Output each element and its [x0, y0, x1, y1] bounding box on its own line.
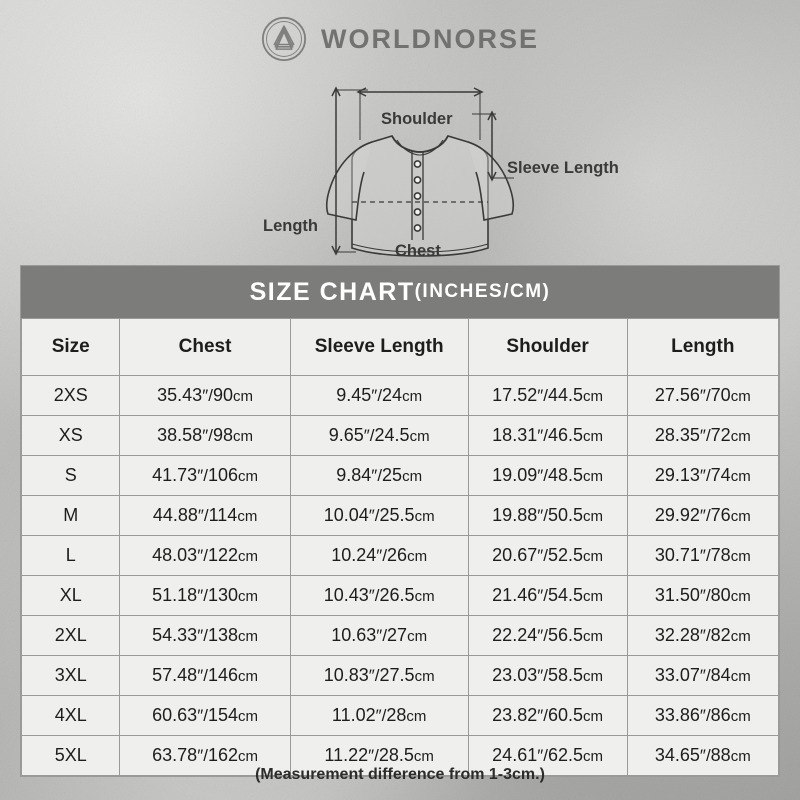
cm-unit: cm [730, 748, 751, 765]
cm-unit: cm [583, 508, 604, 525]
cell-sleeve-length [290, 496, 468, 536]
cm-unit: cm [413, 748, 434, 765]
cell-shoulder-inches: 21.46 [492, 585, 538, 605]
inch-symbol: ″/ [368, 666, 380, 685]
cell-length-inches: 27.56 [654, 385, 700, 405]
cell-size: XL [22, 576, 120, 616]
cell-size: XS [22, 416, 120, 456]
cell-shoulder-inches: 23.03 [492, 665, 538, 685]
cell-length-cm: 70 [710, 385, 731, 405]
inch-symbol: ″/ [197, 626, 208, 645]
cell-size: 5XL [22, 736, 120, 776]
cm-unit: cm [730, 628, 751, 645]
cell-chest-cm: 90 [212, 385, 233, 405]
cell-shoulder [468, 416, 627, 456]
brand-name: WORLDNORSE [321, 23, 539, 54]
cell-shoulder-cm: 44.5 [547, 385, 584, 405]
cell-chest-inches: 35.43 [157, 385, 203, 405]
cell-shoulder [468, 376, 627, 416]
cm-unit: cm [237, 668, 258, 685]
inch-symbol: ″/ [376, 626, 388, 645]
inch-symbol: ″/ [699, 746, 711, 765]
cm-unit: cm [730, 588, 751, 605]
cell-sleeve-length-inches: 11.22 [324, 745, 369, 765]
inch-symbol: ″/ [375, 706, 387, 725]
table-row [22, 376, 779, 416]
cm-unit: cm [730, 668, 751, 685]
cell-sleeve-length-cm: 25 [382, 465, 403, 485]
inch-symbol: ″/ [363, 426, 375, 445]
table-row [22, 496, 779, 536]
table-row [22, 536, 779, 576]
cm-unit: cm [730, 508, 751, 525]
cell-shoulder-cm: 46.5 [547, 425, 584, 445]
cm-unit: cm [402, 388, 423, 405]
cell-chest-inches: 48.03 [152, 545, 198, 565]
cell-chest [120, 496, 290, 536]
cell-sleeve-length-cm: 24.5 [374, 425, 410, 445]
inch-symbol: ″/ [699, 386, 711, 405]
cell-chest [120, 416, 290, 456]
size-chart-title-units: (INCHES/CM) [414, 281, 551, 302]
cell-length-cm: 86 [710, 705, 731, 725]
cell-size: S [22, 456, 120, 496]
table-row [22, 616, 779, 656]
cm-unit: cm [730, 428, 751, 445]
cell-shoulder-cm: 60.5 [547, 705, 584, 725]
cell-chest-cm: 130 [207, 585, 238, 605]
cell-length [627, 376, 778, 416]
inch-symbol: ″/ [197, 546, 208, 565]
inch-symbol: ″/ [699, 586, 711, 605]
cell-sleeve-length-cm: 26 [387, 545, 408, 565]
cell-shoulder-inches: 20.67 [492, 545, 538, 565]
cell-chest [120, 456, 290, 496]
inch-symbol: ″/ [699, 706, 711, 725]
cell-length [627, 416, 778, 456]
cell-size: 2XL [22, 616, 120, 656]
cell-chest [120, 656, 290, 696]
cell-sleeve-length-inches: 10.43 [323, 585, 369, 605]
cell-size: M [22, 496, 120, 536]
cell-length [627, 536, 778, 576]
cm-unit: cm [407, 548, 428, 565]
cell-chest-inches: 54.33 [152, 625, 198, 645]
cell-chest-inches: 44.88 [152, 505, 198, 525]
column-header-length: Length [627, 319, 778, 376]
table-row [22, 696, 779, 736]
cm-unit: cm [730, 708, 751, 725]
inch-symbol: ″/ [537, 706, 548, 725]
cell-chest [120, 576, 290, 616]
cm-unit: cm [730, 548, 751, 565]
inch-symbol: ″/ [537, 466, 548, 485]
cell-chest-inches: 41.73 [152, 465, 198, 485]
cm-unit: cm [583, 548, 604, 565]
cm-unit: cm [583, 468, 604, 485]
cell-length [627, 496, 778, 536]
cell-length-cm: 72 [710, 425, 731, 445]
inch-symbol: ″/ [197, 746, 208, 765]
cell-length-cm: 88 [710, 745, 731, 765]
cell-sleeve-length-inches: 10.83 [323, 665, 369, 685]
cm-unit: cm [730, 468, 751, 485]
cm-unit: cm [237, 468, 258, 485]
cell-size: L [22, 536, 120, 576]
inch-symbol: ″/ [368, 586, 380, 605]
column-header-chest: Chest [120, 319, 290, 376]
cell-length [627, 576, 778, 616]
cell-size: 2XS [22, 376, 120, 416]
inch-symbol: ″/ [197, 586, 208, 605]
inch-symbol: ″/ [537, 626, 548, 645]
cell-shoulder-inches: 19.09 [492, 465, 538, 485]
cell-shoulder-inches: 18.31 [492, 425, 538, 445]
cell-chest-inches: 57.48 [152, 665, 198, 685]
cell-chest-inches: 38.58 [157, 425, 203, 445]
cm-unit: cm [414, 508, 435, 525]
garment-illustration [0, 52, 800, 264]
inch-symbol: ″/ [699, 426, 711, 445]
table-row [22, 656, 779, 696]
label-length: Length [263, 217, 318, 235]
cell-shoulder-cm: 50.5 [547, 505, 584, 525]
cell-shoulder [468, 456, 627, 496]
inch-symbol: ″/ [368, 506, 380, 525]
cm-unit: cm [583, 428, 604, 445]
cell-chest-cm: 162 [207, 745, 238, 765]
cm-unit: cm [414, 668, 435, 685]
cell-length-inches: 32.28 [654, 625, 700, 645]
inch-symbol: ″/ [376, 546, 388, 565]
cell-length-inches: 33.07 [654, 665, 700, 685]
cell-sleeve-length-cm: 27.5 [379, 665, 415, 685]
cell-length-inches: 29.92 [654, 505, 700, 525]
inch-symbol: ″/ [197, 466, 208, 485]
cell-shoulder [468, 576, 627, 616]
cell-sleeve-length [290, 376, 468, 416]
cm-unit: cm [730, 388, 751, 405]
cell-chest [120, 376, 290, 416]
cm-unit: cm [237, 548, 258, 565]
cell-shoulder-inches: 24.61 [492, 745, 538, 765]
cell-length-cm: 74 [710, 465, 731, 485]
cell-sleeve-length [290, 656, 468, 696]
cm-unit: cm [237, 588, 258, 605]
cell-sleeve-length-inches: 9.84 [336, 465, 372, 485]
cell-shoulder [468, 496, 627, 536]
cell-shoulder-inches: 23.82 [492, 705, 538, 725]
cell-length-cm: 76 [710, 505, 731, 525]
column-header-size: Size [22, 319, 120, 376]
cell-sleeve-length [290, 416, 468, 456]
cell-sleeve-length [290, 576, 468, 616]
cell-length-inches: 31.50 [654, 585, 700, 605]
cell-sleeve-length-cm: 28 [386, 705, 407, 725]
cell-size: 3XL [22, 656, 120, 696]
cell-sleeve-length-inches: 9.45 [336, 385, 372, 405]
cell-sleeve-length-cm: 27 [387, 625, 408, 645]
table-header-row [22, 319, 779, 376]
inch-symbol: ″/ [537, 426, 548, 445]
inch-symbol: ″/ [699, 666, 711, 685]
cell-sleeve-length-inches: 11.02 [331, 705, 376, 725]
cell-shoulder-cm: 52.5 [547, 545, 584, 565]
cell-chest [120, 536, 290, 576]
cell-sleeve-length-inches: 10.63 [331, 625, 377, 645]
cell-chest-inches: 63.78 [152, 745, 198, 765]
inch-symbol: ″/ [537, 746, 548, 765]
cell-shoulder-cm: 54.5 [547, 585, 584, 605]
cell-chest [120, 696, 290, 736]
cell-shoulder-cm: 48.5 [547, 465, 584, 485]
inch-symbol: ″/ [537, 666, 548, 685]
inch-symbol: ″/ [371, 386, 383, 405]
cell-shoulder-cm: 58.5 [547, 665, 584, 685]
cell-sleeve-length-cm: 25.5 [379, 505, 415, 525]
label-chest: Chest [395, 242, 441, 260]
cm-unit: cm [583, 708, 604, 725]
cm-unit: cm [237, 508, 258, 525]
cell-shoulder [468, 696, 627, 736]
inch-symbol: ″/ [699, 546, 711, 565]
cm-unit: cm [232, 428, 253, 445]
cell-length [627, 656, 778, 696]
cell-length [627, 456, 778, 496]
inch-symbol: ″/ [197, 706, 208, 725]
label-shoulder: Shoulder [381, 110, 453, 128]
cell-sleeve-length [290, 456, 468, 496]
cell-sleeve-length-inches: 10.24 [331, 545, 377, 565]
column-header-sleeve-length: Sleeve Length [290, 319, 468, 376]
cell-sleeve-length [290, 536, 468, 576]
cm-unit: cm [407, 628, 428, 645]
cell-length [627, 616, 778, 656]
inch-symbol: ″/ [202, 386, 213, 405]
size-chart-title-main: SIZE CHART [249, 277, 415, 306]
cell-shoulder-inches: 17.52 [492, 385, 538, 405]
cell-length-cm: 78 [710, 545, 731, 565]
cm-unit: cm [402, 468, 423, 485]
size-chart [20, 265, 780, 777]
table-row [22, 576, 779, 616]
cm-unit: cm [583, 388, 604, 405]
cell-chest-cm: 138 [207, 625, 238, 645]
cell-chest-cm: 106 [207, 465, 238, 485]
inch-symbol: ″/ [537, 506, 548, 525]
cell-shoulder-cm: 56.5 [547, 625, 584, 645]
cell-chest-cm: 98 [212, 425, 233, 445]
cell-sleeve-length-cm: 26.5 [379, 585, 415, 605]
table-row [22, 456, 779, 496]
cell-shoulder-inches: 19.88 [492, 505, 538, 525]
inch-symbol: ″/ [368, 746, 379, 765]
cm-unit: cm [409, 428, 430, 445]
cm-unit: cm [237, 708, 258, 725]
cm-unit: cm [414, 588, 435, 605]
cell-sleeve-length [290, 616, 468, 656]
inch-symbol: ″/ [699, 466, 711, 485]
inch-symbol: ″/ [699, 506, 711, 525]
cell-sleeve-length-inches: 9.65 [328, 425, 364, 445]
cell-chest-inches: 60.63 [152, 705, 198, 725]
measurement-footnote: (Measurement difference from 1-3cm.) [255, 766, 545, 783]
label-sleeve-length: Sleeve Length [507, 159, 619, 177]
cm-unit: cm [583, 668, 604, 685]
size-table [21, 318, 779, 776]
cell-sleeve-length-cm: 24 [382, 385, 403, 405]
cell-chest-cm: 122 [207, 545, 238, 565]
inch-symbol: ″/ [197, 506, 209, 525]
cell-shoulder-inches: 22.24 [492, 625, 538, 645]
cell-chest-cm: 146 [207, 665, 238, 685]
cell-length-inches: 33.86 [654, 705, 700, 725]
inch-symbol: ″/ [371, 466, 383, 485]
cell-length-inches: 30.71 [654, 545, 700, 565]
cm-unit: cm [583, 628, 604, 645]
inch-symbol: ″/ [537, 586, 548, 605]
size-chart-title [21, 266, 779, 318]
inch-symbol: ″/ [537, 386, 548, 405]
cell-sleeve-length [290, 696, 468, 736]
cell-shoulder [468, 616, 627, 656]
cell-chest-cm: 154 [207, 705, 238, 725]
cell-length-inches: 29.13 [654, 465, 700, 485]
cell-size: 4XL [22, 696, 120, 736]
cell-length-inches: 28.35 [654, 425, 700, 445]
cm-unit: cm [583, 588, 604, 605]
inch-symbol: ″/ [197, 666, 208, 685]
cell-shoulder [468, 536, 627, 576]
table-row [22, 416, 779, 456]
inch-symbol: ″/ [537, 546, 548, 565]
cm-unit: cm [232, 388, 253, 405]
cm-unit: cm [406, 708, 427, 725]
inch-symbol: ″/ [202, 426, 213, 445]
cell-length-cm: 80 [710, 585, 731, 605]
cell-shoulder-cm: 62.5 [547, 745, 584, 765]
cell-length [627, 696, 778, 736]
cell-chest-inches: 51.18 [152, 585, 198, 605]
cell-length-cm: 84 [710, 665, 731, 685]
cell-shoulder [468, 656, 627, 696]
column-header-shoulder: Shoulder [468, 319, 627, 376]
cm-unit: cm [237, 748, 258, 765]
cell-sleeve-length-inches: 10.04 [323, 505, 369, 525]
cell-chest-cm: 114 [208, 505, 238, 525]
cm-unit: cm [583, 748, 604, 765]
cell-length-inches: 34.65 [654, 745, 700, 765]
cm-unit: cm [237, 628, 258, 645]
cell-sleeve-length-cm: 28.5 [378, 745, 414, 765]
inch-symbol: ″/ [699, 626, 711, 645]
cell-length-cm: 82 [710, 625, 731, 645]
cell-chest [120, 616, 290, 656]
